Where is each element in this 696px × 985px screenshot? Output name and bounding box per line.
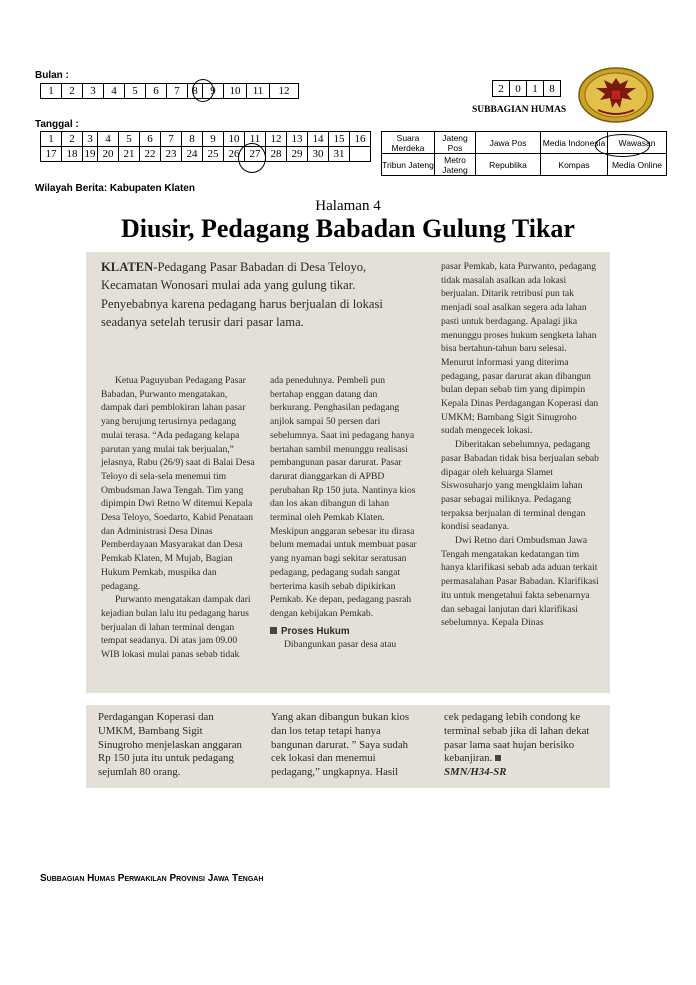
cont-column-3 bbox=[444, 711, 604, 780]
garuda-emblem-icon bbox=[576, 66, 656, 124]
table-cell: 27 bbox=[245, 147, 266, 162]
table-cell: 9 bbox=[203, 132, 224, 147]
col3-paragraph: Dwi Retno dari Ombudsman Jawa Tengah mengatakan kedatangan tim hanya klarifikasi sebab ada aduan terkait permasalahan Pasar Babadan. Klarifikasi itu untuk mengetahui fakta sebenarnya dan sebagai lanjutan dari klarifikasi sebelumnya. Kepala Dinas bbox=[441, 535, 599, 629]
col3-paragraph: Diberitakan sebelumnya, pedagang pasar Babadan tidak bisa berjualan sebab dipagar oleh keluarga Slamet Siswosuharjo yang mengklaim lahan pasar sebagai miliknya. Pedagang terpaksa berjualan di terminal dengan kondisi seadanya. bbox=[441, 439, 599, 533]
table-cell: Republika bbox=[476, 154, 541, 176]
table-cell: 15 bbox=[329, 132, 350, 147]
article-column-1 bbox=[101, 374, 256, 662]
col2-subhead bbox=[270, 625, 418, 639]
end-mark-icon bbox=[495, 755, 501, 761]
table-cell: 11 bbox=[245, 132, 266, 147]
table-cell: 11 bbox=[247, 84, 270, 99]
table-cell: 7 bbox=[167, 84, 188, 99]
table-cell: Metro Jateng bbox=[435, 154, 476, 176]
table-cell: 7 bbox=[161, 132, 182, 147]
lead-city: KLATEN bbox=[101, 260, 154, 274]
date-selection-circle bbox=[238, 143, 266, 173]
table-cell: 12 bbox=[270, 84, 299, 99]
table-cell: Jateng Pos bbox=[435, 132, 476, 154]
cont-column-1: Perdagangan Koperasi dan UMKM, Bambang Sigit Sinugroho menjelaskan anggaran Rp 150 juta itu untuk pedagang sejumlah 80 orang. bbox=[98, 711, 242, 779]
table-cell: 10 bbox=[224, 84, 247, 99]
month-selection-circle bbox=[192, 79, 214, 102]
table-cell: 21 bbox=[119, 147, 140, 162]
table-cell: 31 bbox=[329, 147, 350, 162]
table-cell: 28 bbox=[266, 147, 287, 162]
col3-paragraph: pasar Pemkab, kata Purwanto, pedagang tidak masalah asalkan ada lokasi berjualan. Ditarik retribusi pun tak menjadi soal asalkan segera ada lahan pasti untuk berdagang. Apalagi jika menunggu proses hukum sengketa lahan bisa bertahun-tahun baru selesai. Menurut informasi yang diterima pedagang, pasar darurat akan dibangun bulan depan sebab tim yang dipimpin Kepala Dinas Perdagangan Koperasi dan UMKM; Bambang Sigit Sinugroho sudah mengecek lokasi. bbox=[441, 261, 599, 437]
table-cell: 4 bbox=[98, 132, 119, 147]
col2-paragraph: Dibangunkan pasar desa atau bbox=[284, 639, 397, 651]
table-cell: 2 bbox=[62, 132, 83, 147]
table-cell: 23 bbox=[161, 147, 182, 162]
byline: SMN/H34-SR bbox=[444, 766, 507, 779]
table-cell: Jawa Pos bbox=[476, 132, 541, 154]
table-cell: 1 bbox=[41, 84, 62, 99]
article-column-2 bbox=[270, 374, 418, 652]
table-cell: 6 bbox=[146, 84, 167, 99]
table-cell bbox=[350, 147, 371, 162]
month-table bbox=[40, 83, 299, 99]
table-cell: 2 bbox=[62, 84, 83, 99]
table-cell: 2 bbox=[493, 81, 510, 97]
col2-paragraph: ada peneduhnya. Pembeli pun bertahap enggan datang dan berkurang. Penghasilan pedagang anjlok sampai 50 persen dari sebelumnya. Saat ini pedagang hanya bertahan sambil menunggu realisasi pembangunan pasar darurat. Pasar darurat dianggarkan di APBD perubahan Rp 150 juta. Nantinya kios dan los akan dibangun di lahan terminal oleh Pemkab Klaten. Meskipun anggaran sebesar itu dirasa belum memadai untuk membuat pasar yang nyaman bagi sekitar seratusan pedagang, pedagang sudah sangat berterima kasih sebab dipikirkan Pemkab. Ke depan, pedagang pasrah dengan kebijakan Pemkab. bbox=[270, 375, 417, 619]
tanggal-label: Tanggal : bbox=[35, 119, 79, 130]
table-cell: Kompas bbox=[541, 154, 608, 176]
table-cell: 5 bbox=[125, 84, 146, 99]
col1-paragraph: Ketua Paguyuban Pedagang Pasar Babadan, Purwanto mengatakan, dampak dari pemblokiran lahan pasar yang berujung terusirnya pedagang mulai terasa. “Ada pedagang kelapa parutan yang mulai tak berjualan,” jelasnya, Rabu (26/9) saat di Balai Desa Teloyo di sela-sela menemui tim Ombudsman Jawa Tengah. Tim yang dipimpin Dwi Retno W ditemui Kepala Desa Teloyo, Soedarto, Kabid Penataan dan Administrasi Desa Dinas Pemberdayaan Masyarakat dan Desa Pemkab Klaten, M Mujab, Bagian Hukum Pemkab, muspika dan pedagang. bbox=[101, 375, 255, 592]
article-title: Diusir, Pedagang Babadan Gulung Tikar bbox=[121, 214, 575, 243]
subhead-bullet-icon bbox=[270, 627, 277, 634]
table-cell: 14 bbox=[308, 132, 329, 147]
table-cell: Media Indonesia bbox=[541, 132, 608, 154]
region-label: Wilayah Berita: Kabupaten Klaten bbox=[35, 183, 195, 194]
table-cell: 5 bbox=[119, 132, 140, 147]
news-clipping-continuation bbox=[86, 705, 610, 788]
table-cell: 12 bbox=[266, 132, 287, 147]
table-cell: 8 bbox=[188, 84, 203, 99]
table-cell: 9 bbox=[203, 84, 224, 99]
table-cell: 3 bbox=[83, 132, 98, 147]
footer-text: Subbagian Humas Perwakilan Provinsi Jawa Tengah bbox=[40, 873, 264, 884]
table-cell: 25 bbox=[203, 147, 224, 162]
table-cell: Suara Merdeka bbox=[382, 132, 435, 154]
table-cell: 8 bbox=[544, 81, 561, 97]
table-cell: 22 bbox=[140, 147, 161, 162]
table-cell: Media Online bbox=[608, 154, 667, 176]
cont-column-2: Yang akan dibangun bukan kios dan los tetap tetapi hanya bangunan darurat. ” Saya sudah cek lokasi dan menemui pedagang,” ungkapnya. Hasil bbox=[271, 711, 410, 779]
table-cell: 10 bbox=[224, 132, 245, 147]
department-label: SUBBAGIAN HUMAS bbox=[472, 105, 567, 115]
news-clipping bbox=[86, 252, 610, 693]
table-cell: 17 bbox=[41, 147, 62, 162]
table-cell: 0 bbox=[510, 81, 527, 97]
col1-paragraph: Purwanto mengatakan dampak dari kejadian bulan lalu itu pedagang harus berjualan di lahan terminal dengan tempat seadanya. Di atas jam 09.00 WIB lokasi mulai panas sebab tidak bbox=[101, 594, 251, 661]
table-cell: Tribun Jateng bbox=[382, 154, 435, 176]
table-cell: 30 bbox=[308, 147, 329, 162]
table-cell: 1 bbox=[41, 132, 62, 147]
table-cell: 13 bbox=[287, 132, 308, 147]
table-cell: 3 bbox=[83, 84, 104, 99]
table-cell: 8 bbox=[182, 132, 203, 147]
article-lead bbox=[101, 258, 423, 332]
table-cell: 4 bbox=[104, 84, 125, 99]
bulan-label: Bulan : bbox=[35, 70, 69, 81]
article-column-3 bbox=[441, 260, 601, 630]
subhead-text: Proses Hukum bbox=[281, 625, 350, 637]
lead-text: -Pedagang Pasar Babadan di Desa Teloyo, Kecamatan Wonosari mulai ada yang gulung tikar. Penyebabnya karena pedagang harus berjualan di lokasi seadanya setelah terusir dari pasar lama. bbox=[101, 260, 383, 330]
cont3-text: cek pedagang lebih condong ke terminal sebab jika di lahan dekat pasar lama saat hujan berisiko kebanjiran. bbox=[444, 711, 590, 765]
table-cell: 20 bbox=[98, 147, 119, 162]
table-cell: 1 bbox=[527, 81, 544, 97]
table-cell: Wawasan bbox=[608, 132, 667, 154]
media-selection-circle bbox=[595, 134, 650, 157]
table-cell: 6 bbox=[140, 132, 161, 147]
table-cell: 29 bbox=[287, 147, 308, 162]
table-cell: 16 bbox=[350, 132, 371, 147]
year-box bbox=[492, 80, 561, 97]
table-cell: 18 bbox=[62, 147, 83, 162]
table-cell: 24 bbox=[182, 147, 203, 162]
page-number: Halaman 4 bbox=[315, 198, 381, 214]
table-cell: 26 bbox=[224, 147, 245, 162]
table-cell: 19 bbox=[84, 148, 96, 160]
date-table bbox=[40, 131, 371, 162]
